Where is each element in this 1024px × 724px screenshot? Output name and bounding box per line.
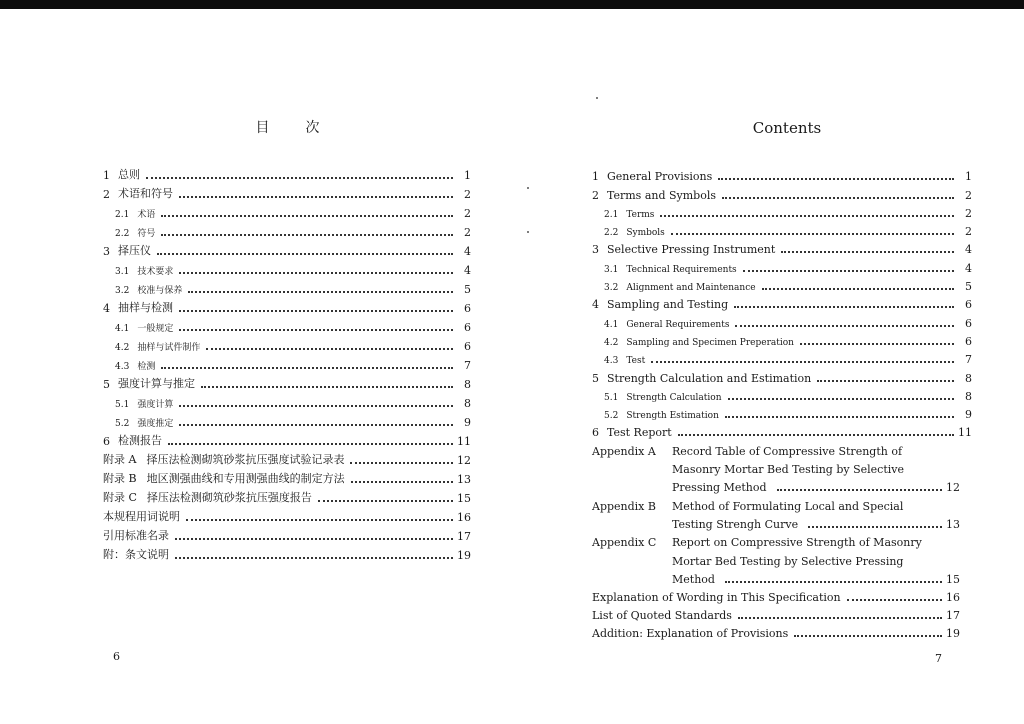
- toc-entry-title: Strength Calculation and Estimation: [607, 371, 812, 385]
- toc-leader-dots: [351, 480, 453, 483]
- toc-entry-title: 强度计算: [137, 400, 174, 410]
- toc-entry-title-line: Method: [672, 572, 715, 586]
- toc-entry-title: 地区测强曲线和专用测强曲线的制定方法: [146, 472, 345, 485]
- toc-entry-number: 4.3: [604, 356, 619, 367]
- toc-entry: [103, 486, 471, 505]
- toc-leader-dots: [738, 616, 942, 619]
- toc-entry: [592, 421, 972, 439]
- toc-entry-title: Test: [626, 356, 646, 367]
- toc-entry-number: 4.3: [115, 362, 130, 372]
- toc-entry-title: Test Report: [607, 426, 672, 440]
- toc-list-zh: [103, 163, 471, 562]
- toc-entry-title: 一般规定: [137, 324, 174, 334]
- toc-leader-dots: [146, 176, 453, 179]
- toc-entry: [103, 277, 471, 296]
- toc-entry-number: 2.1: [604, 209, 619, 220]
- toc-leader-dots: [350, 461, 453, 464]
- toc-entry-number: 4: [592, 298, 599, 312]
- toc-entry: [592, 330, 972, 348]
- toc-entry-page: 12: [457, 454, 471, 467]
- scan-speck: [596, 97, 598, 99]
- right-page: [512, 9, 1024, 724]
- toc-entry: [103, 182, 471, 201]
- toc-entry-page: 16: [946, 590, 960, 604]
- toc-leader-dots: [179, 271, 453, 274]
- toc-entry-line: [592, 513, 960, 531]
- toc-entry-number: Appendix C: [592, 536, 657, 550]
- toc-leader-dots: [161, 233, 453, 236]
- toc-entry-title: Selective Pressing Instrument: [607, 243, 776, 257]
- toc-entry-number: 4.1: [115, 324, 130, 334]
- toc-entry: [592, 165, 972, 183]
- toc-entry-number: 附录 A: [103, 453, 137, 466]
- toc-leader-dots: [318, 499, 453, 502]
- toc-entry: [103, 448, 471, 467]
- toc-entry-number: 附录 B: [103, 472, 137, 485]
- toc-entry-title: Strength Estimation: [626, 411, 719, 422]
- toc-entry-number: 2: [592, 188, 599, 202]
- toc-entry-title: Explanation of Wording in This Specification: [592, 590, 841, 604]
- toc-entry-page: 2: [965, 188, 972, 202]
- toc-entry-line: [592, 476, 960, 494]
- toc-entry: [103, 220, 471, 239]
- toc-leader-dots: [201, 385, 453, 388]
- toc-entry-page: 8: [965, 389, 972, 403]
- toc-entry: [592, 183, 972, 201]
- toc-entry-page: 4: [464, 264, 471, 277]
- toc-leader-dots: [808, 525, 942, 528]
- toc-entry-page: 19: [457, 549, 471, 562]
- toc-entry: [103, 201, 471, 220]
- toc-entry-number: 4: [103, 302, 110, 315]
- toc-leader-dots: [735, 324, 954, 327]
- toc-entry-page: 6: [464, 302, 471, 315]
- toc-leader-dots: [161, 214, 453, 217]
- toc-entry: [592, 238, 972, 256]
- toc-entry-page: 4: [965, 243, 972, 257]
- toc-entry: [592, 604, 960, 622]
- toc-entry-page: 5: [965, 280, 972, 294]
- toc-entry-page: 8: [464, 378, 471, 391]
- toc-entry-title-line: Testing Strengh Curve: [672, 517, 799, 531]
- toc-leader-dots: [175, 537, 453, 540]
- toc-entry-title: Strength Calculation: [626, 392, 722, 403]
- toc-leader-dots: [186, 518, 453, 521]
- toc-entry-page: 6: [965, 316, 972, 330]
- toc-entry-page: 1: [464, 169, 471, 182]
- toc-entry-number: 2: [103, 188, 110, 201]
- toc-leader-dots: [718, 177, 954, 180]
- toc-leader-dots: [157, 252, 453, 255]
- toc-leader-dots: [678, 433, 954, 436]
- toc-entry-title: 强度计算与推定: [118, 377, 195, 390]
- toc-entry-title: 校准与保养: [137, 286, 183, 296]
- toc-leader-dots: [800, 342, 954, 345]
- toc-entry: [103, 258, 471, 277]
- toc-entry: [592, 202, 972, 220]
- toc-leader-dots: [179, 309, 453, 312]
- toc-entry: [103, 391, 471, 410]
- toc-entry-title: Symbols: [626, 228, 665, 239]
- toc-leader-dots: [168, 442, 453, 445]
- toc-entry-title: Technical Requirements: [626, 264, 737, 275]
- toc-entry: [592, 220, 972, 238]
- toc-leader-dots: [179, 423, 453, 426]
- toc-entry-title: 抽样与检测: [118, 301, 173, 314]
- toc-entry: [592, 311, 972, 329]
- toc-entry: [103, 372, 471, 391]
- toc-entry-title: 术语和符号: [118, 187, 173, 200]
- toc-entry-title: Terms and Symbols: [607, 188, 717, 202]
- toc-entry-title: 引用标准名录: [103, 529, 169, 542]
- toc-entry: [103, 239, 471, 258]
- toc-entry-page: 13: [457, 473, 471, 486]
- toc-entry-page: 9: [464, 416, 471, 429]
- scan-speck: [527, 187, 529, 189]
- toc-entry-number: 6: [592, 426, 599, 440]
- toc-entry-page: 2: [464, 207, 471, 220]
- toc-entry-title: 择压法检测砌筑砂浆抗压强度报告: [146, 491, 312, 504]
- toc-entry-page: 8: [965, 371, 972, 385]
- toc-entry-title: 检测报告: [118, 434, 162, 447]
- toc-entry: [103, 163, 471, 182]
- toc-entry-title: 总则: [118, 168, 140, 181]
- toc-leader-dots: [651, 360, 954, 363]
- toc-leader-dots: [725, 580, 942, 583]
- toc-entry-title: 技术要求: [137, 267, 174, 277]
- toc-entry-number: 4.1: [604, 319, 619, 330]
- toc-entry: [103, 467, 471, 486]
- toc-entry-page: 6: [464, 321, 471, 334]
- toc-entry-page: 6: [965, 334, 972, 348]
- left-page: [0, 9, 512, 724]
- toc-leader-dots: [179, 404, 453, 407]
- toc-leader-dots: [817, 379, 954, 382]
- toc-entry: [103, 410, 471, 429]
- toc-entry-title: 术语: [137, 210, 156, 220]
- toc-entry-number: 2.2: [115, 229, 130, 239]
- toc-entry-page: 6: [464, 340, 471, 353]
- toc-entry-number: 1: [592, 170, 599, 184]
- toc-entry: [103, 315, 471, 334]
- toc-entry-number: 6: [103, 435, 110, 448]
- toc-entry: [592, 275, 972, 293]
- toc-entry-number: 2.1: [115, 210, 130, 220]
- toc-entry: [592, 586, 960, 604]
- toc-entry-title-line: Mortar Bed Testing by Selective Pressing: [672, 554, 904, 568]
- toc-title-zh: [0, 117, 575, 137]
- toc-entry-title: 择压法检测砌筑砂浆抗压强度试验记录表: [146, 453, 345, 466]
- toc-entry-number: 5.2: [115, 419, 130, 429]
- toc-entry-title-line: Report on Compressive Strength of Masonry: [672, 536, 922, 550]
- toc-entry-page: 2: [464, 188, 471, 201]
- toc-entry-number: 3: [592, 243, 599, 257]
- toc-entry: [592, 403, 972, 421]
- toc-entry-page: 9: [965, 408, 972, 422]
- toc-entry-title: 强度推定: [137, 419, 174, 429]
- scan-speck: [527, 231, 529, 233]
- toc-entry-page: 7: [464, 359, 471, 372]
- toc-entry: [103, 524, 471, 543]
- toc-entry-title: Terms: [626, 209, 655, 220]
- page-number-right: 7: [935, 652, 942, 665]
- toc-entry-page: 11: [457, 435, 471, 448]
- toc-entry-page: 17: [946, 608, 960, 622]
- toc-entry-page: 2: [965, 225, 972, 239]
- toc-entry: [592, 366, 972, 384]
- toc-entry-page: 4: [965, 261, 972, 275]
- toc-leader-dots: [179, 195, 453, 198]
- toc-entry-title: Sampling and Specimen Preperation: [626, 337, 794, 348]
- toc-entry-page: 19: [946, 626, 960, 640]
- toc-entry-line: [592, 458, 972, 476]
- page-number-left: 6: [113, 650, 120, 663]
- toc-entry-page: 13: [946, 517, 960, 531]
- toc-entry-page: 12: [946, 481, 960, 495]
- toc-entry-title: 抽样与试件制作: [137, 343, 201, 353]
- toc-entry-title: 检测: [137, 362, 156, 372]
- toc-entry-page: 16: [457, 511, 471, 524]
- toc-entry-title: 本规程用词说明: [103, 510, 180, 523]
- toc-title-zh-char-2: 次: [305, 120, 320, 136]
- toc-entry-line: [592, 568, 960, 586]
- toc-entry-number: 4.2: [604, 337, 619, 348]
- toc-entry-title-line: Record Table of Compressive Strength of: [672, 444, 903, 458]
- toc-entry: [103, 429, 471, 448]
- toc-leader-dots: [743, 269, 954, 272]
- toc-entry-title: 符号: [137, 229, 156, 239]
- toc-leader-dots: [175, 556, 453, 559]
- toc-entry-number: 附录 C: [103, 491, 137, 504]
- toc-leader-dots: [722, 196, 954, 199]
- toc-entry-title: General Requirements: [626, 319, 730, 330]
- toc-entry-page: 7: [965, 353, 972, 367]
- toc-entry-number: 5: [103, 378, 110, 391]
- toc-entry-number: 4.2: [115, 343, 130, 353]
- toc-entry-line: [592, 531, 972, 549]
- toc-entry-number: 3.1: [604, 264, 619, 275]
- toc-entry-page: 5: [464, 283, 471, 296]
- toc-entry: [592, 293, 972, 311]
- toc-entry-page: 11: [958, 426, 972, 440]
- toc-list-en: [592, 165, 972, 640]
- toc-entry-page: 1: [965, 170, 972, 184]
- toc-leader-dots: [206, 347, 453, 350]
- toc-title-en: Contents: [752, 119, 822, 137]
- toc-entry: [103, 296, 471, 315]
- toc-entry-title: Addition: Explanation of Provisions: [592, 626, 789, 640]
- toc-leader-dots: [161, 366, 453, 369]
- toc-entry-number: 5.1: [115, 400, 130, 410]
- toc-leader-dots: [188, 290, 453, 293]
- toc-entry: [592, 256, 972, 274]
- toc-entry-page: 2: [965, 206, 972, 220]
- toc-leader-dots: [781, 250, 954, 253]
- toc-entry-number: Appendix A: [592, 444, 656, 458]
- toc-entry-number: 5.2: [604, 411, 619, 422]
- toc-leader-dots: [794, 634, 942, 637]
- toc-entry-page: 8: [464, 397, 471, 410]
- toc-entry-page: 4: [464, 245, 471, 258]
- toc-leader-dots: [725, 415, 954, 418]
- toc-entry: [103, 505, 471, 524]
- toc-entry: [103, 543, 471, 562]
- toc-entry-page: 15: [457, 492, 471, 505]
- toc-leader-dots: [671, 232, 954, 235]
- toc-leader-dots: [847, 598, 942, 601]
- toc-entry-title: 择压仪: [118, 244, 151, 257]
- toc-entry-title-line: Pressing Method: [672, 481, 767, 495]
- toc-entry-number: Appendix B: [592, 499, 656, 513]
- toc-entry-number: 3.2: [115, 286, 130, 296]
- toc-entry-title-line: Method of Formulating Local and Special: [672, 499, 904, 513]
- toc-entry-number: 2.2: [604, 228, 619, 239]
- toc-leader-dots: [728, 397, 955, 400]
- toc-entry-number: 3: [103, 245, 110, 258]
- toc-entry-title: General Provisions: [607, 170, 713, 184]
- toc-entry-number: 3.2: [604, 283, 619, 294]
- toc-entry-appendix: [592, 439, 972, 494]
- toc-leader-dots: [179, 328, 453, 331]
- toc-leader-dots: [734, 305, 954, 308]
- toc-entry: [103, 353, 471, 372]
- toc-entry: [592, 385, 972, 403]
- toc-entry-line: [592, 549, 972, 567]
- toc-entry-number: 3.1: [115, 267, 130, 277]
- toc-leader-dots: [777, 488, 942, 491]
- toc-entry-appendix: [592, 494, 972, 531]
- toc-entry-title: Alignment and Maintenance: [626, 283, 756, 294]
- toc-entry-title: 附：条文说明: [103, 548, 169, 561]
- toc-entry: [592, 622, 960, 640]
- toc-entry-number: 5.1: [604, 392, 619, 403]
- toc-entry-title-line: Masonry Mortar Bed Testing by Selective: [672, 463, 904, 477]
- toc-entry-number: 1: [103, 169, 110, 182]
- toc-entry-line: [592, 439, 972, 457]
- toc-title-zh-char-1: 目: [255, 120, 270, 136]
- toc-entry-title: Sampling and Testing: [607, 298, 729, 312]
- toc-leader-dots: [762, 287, 954, 290]
- toc-entry-number: 5: [592, 371, 599, 385]
- toc-entry-title: List of Quoted Standards: [592, 608, 732, 622]
- toc-entry-page: 2: [464, 226, 471, 239]
- toc-entry-page: 17: [457, 530, 471, 543]
- toc-entry-appendix: [592, 531, 972, 586]
- toc-entry-page: 15: [946, 572, 960, 586]
- toc-entry-page: 6: [965, 298, 972, 312]
- toc-leader-dots: [660, 214, 954, 217]
- scan-top-border: [0, 0, 1024, 9]
- toc-entry-line: [592, 494, 972, 512]
- toc-entry: [592, 348, 972, 366]
- toc-entry: [103, 334, 471, 353]
